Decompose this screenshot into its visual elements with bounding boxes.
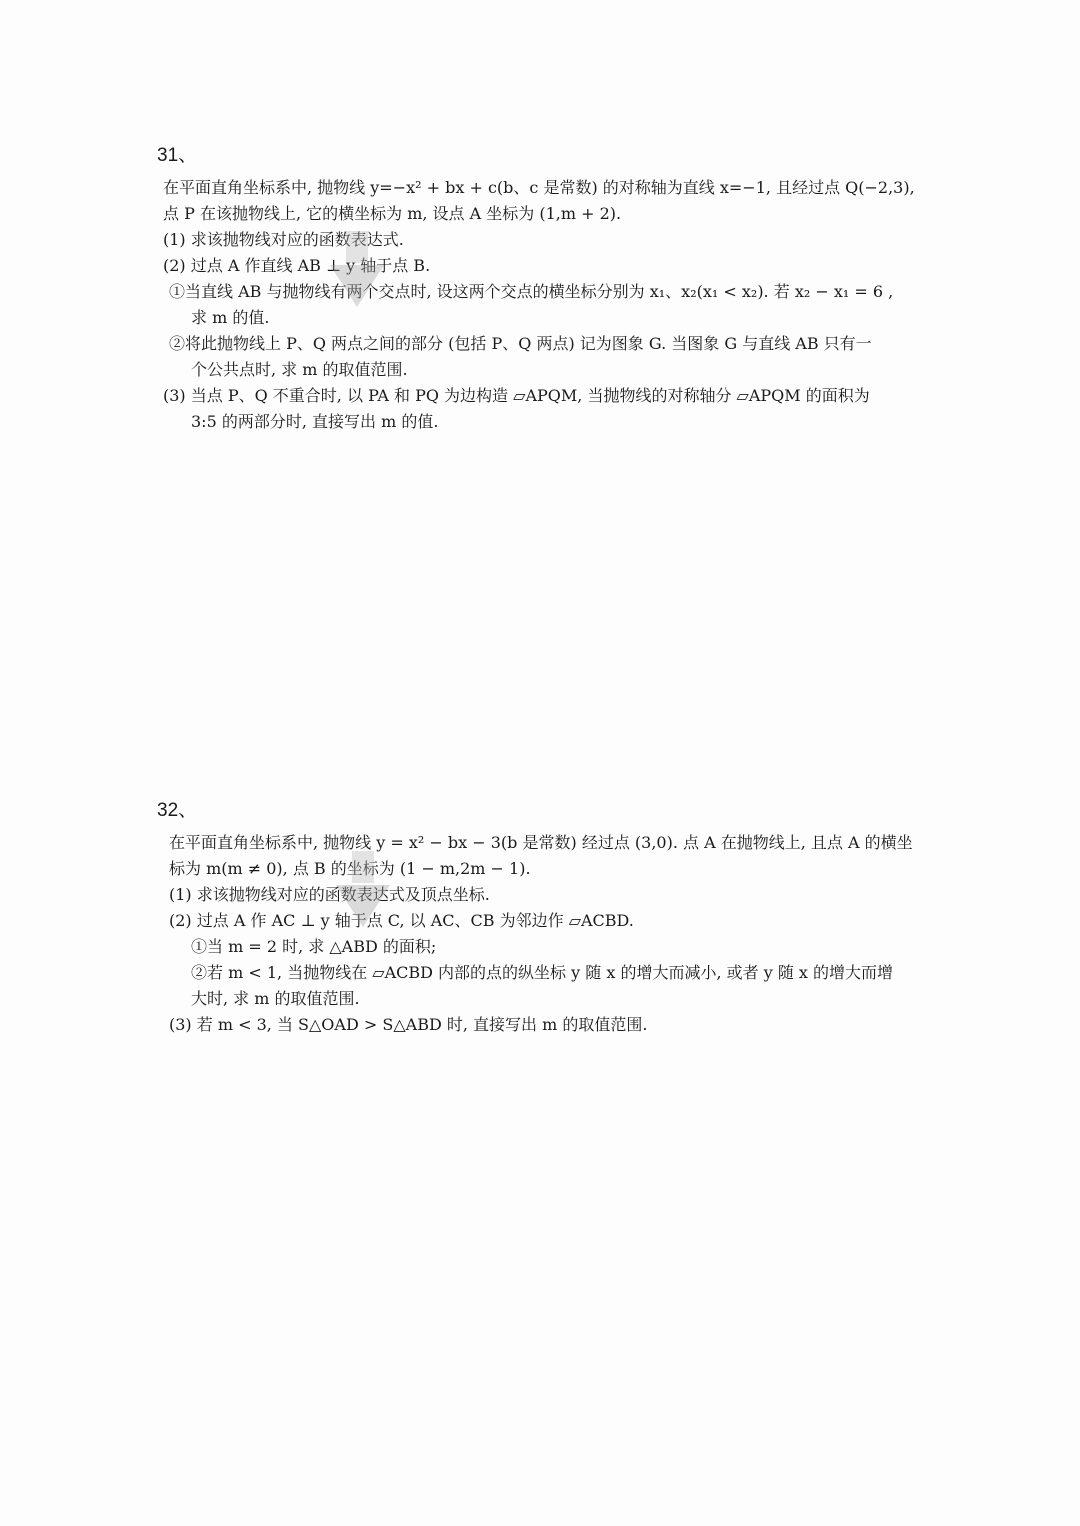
- question-part-1: (1) 求该抛物线对应的函数表达式.: [163, 230, 404, 249]
- problem-text-line: 在平面直角坐标系中, 抛物线 y = x² − bx − 3(b 是常数) 经过点 (3,0). 点 A 在抛物线上, 且点 A 的横坐: [169, 833, 913, 852]
- question-part-2-sub-1: ①当直线 AB 与抛物线有两个交点时, 设这两个交点的横坐标分别为 x₁、x₂(x₁ < x₂). 若 x₂ − x₁ = 6 ,: [169, 282, 894, 301]
- question-part-1: (1) 求该抛物线对应的函数表达式及顶点坐标.: [169, 885, 490, 904]
- problem-31: [155, 140, 975, 435]
- question-part-2-sub-2-cont: 大时, 求 m 的取值范围.: [191, 989, 360, 1008]
- question-part-3: (3) 若 m < 3, 当 S△OAD > S△ABD 时, 直接写出 m 的取值范围.: [169, 1015, 648, 1034]
- problem-text-line: 在平面直角坐标系中, 抛物线 y=−x² + bx + c(b、c 是常数) 的对称轴为直线 x=−1, 且经过点 Q(−2,3),: [163, 178, 915, 197]
- watermark-shape: [346, 231, 368, 263]
- question-part-3: (3) 当点 P、Q 不重合时, 以 PA 和 PQ 为边构造 ▱APQM, 当抛物线的对称轴分 ▱APQM 的面积为: [163, 386, 870, 405]
- question-part-3-cont: 3:5 的两部分时, 直接写出 m 的值.: [191, 412, 439, 431]
- question-part-2-sub-2-cont: 个公共点时, 求 m 的取值范围.: [191, 360, 408, 379]
- watermark-logo-icon: [328, 845, 398, 935]
- problem-number: 31、: [157, 145, 198, 166]
- question-part-2-sub-2: ②将此抛物线上 P、Q 两点之间的部分 (包括 P、Q 两点) 记为图象 G. 当图象 G 与直线 AB 只有一: [169, 334, 872, 353]
- question-part-2: (2) 过点 A 作直线 AB ⊥ y 轴于点 B.: [163, 256, 431, 275]
- question-part-2: (2) 过点 A 作 AC ⊥ y 轴于点 C, 以 AC、CB 为邻边作 ▱ACBD.: [169, 911, 634, 930]
- problem-number: 32、: [157, 800, 198, 821]
- question-part-2-sub-2: ②若 m < 1, 当抛物线在 ▱ACBD 内部的点的纵坐标 y 随 x 的增大而减小, 或者 y 随 x 的增大而增: [191, 963, 894, 982]
- problem-text-line: 点 P 在该抛物线上, 它的横坐标为 m, 设点 A 坐标为 (1,m + 2).: [163, 204, 622, 223]
- watermark-logo-icon: [322, 225, 392, 315]
- watermark-shape: [352, 851, 374, 883]
- problem-32: [155, 795, 975, 1038]
- question-part-2-sub-1-cont: 求 m 的值.: [191, 308, 270, 327]
- problem-text-line: 标为 m(m ≠ 0), 点 B 的坐标为 (1 − m,2m − 1).: [169, 859, 531, 878]
- watermark-shape: [336, 885, 390, 927]
- question-part-2-sub-1: ①当 m = 2 时, 求 △ABD 的面积;: [191, 937, 437, 956]
- watermark-shape: [330, 265, 384, 307]
